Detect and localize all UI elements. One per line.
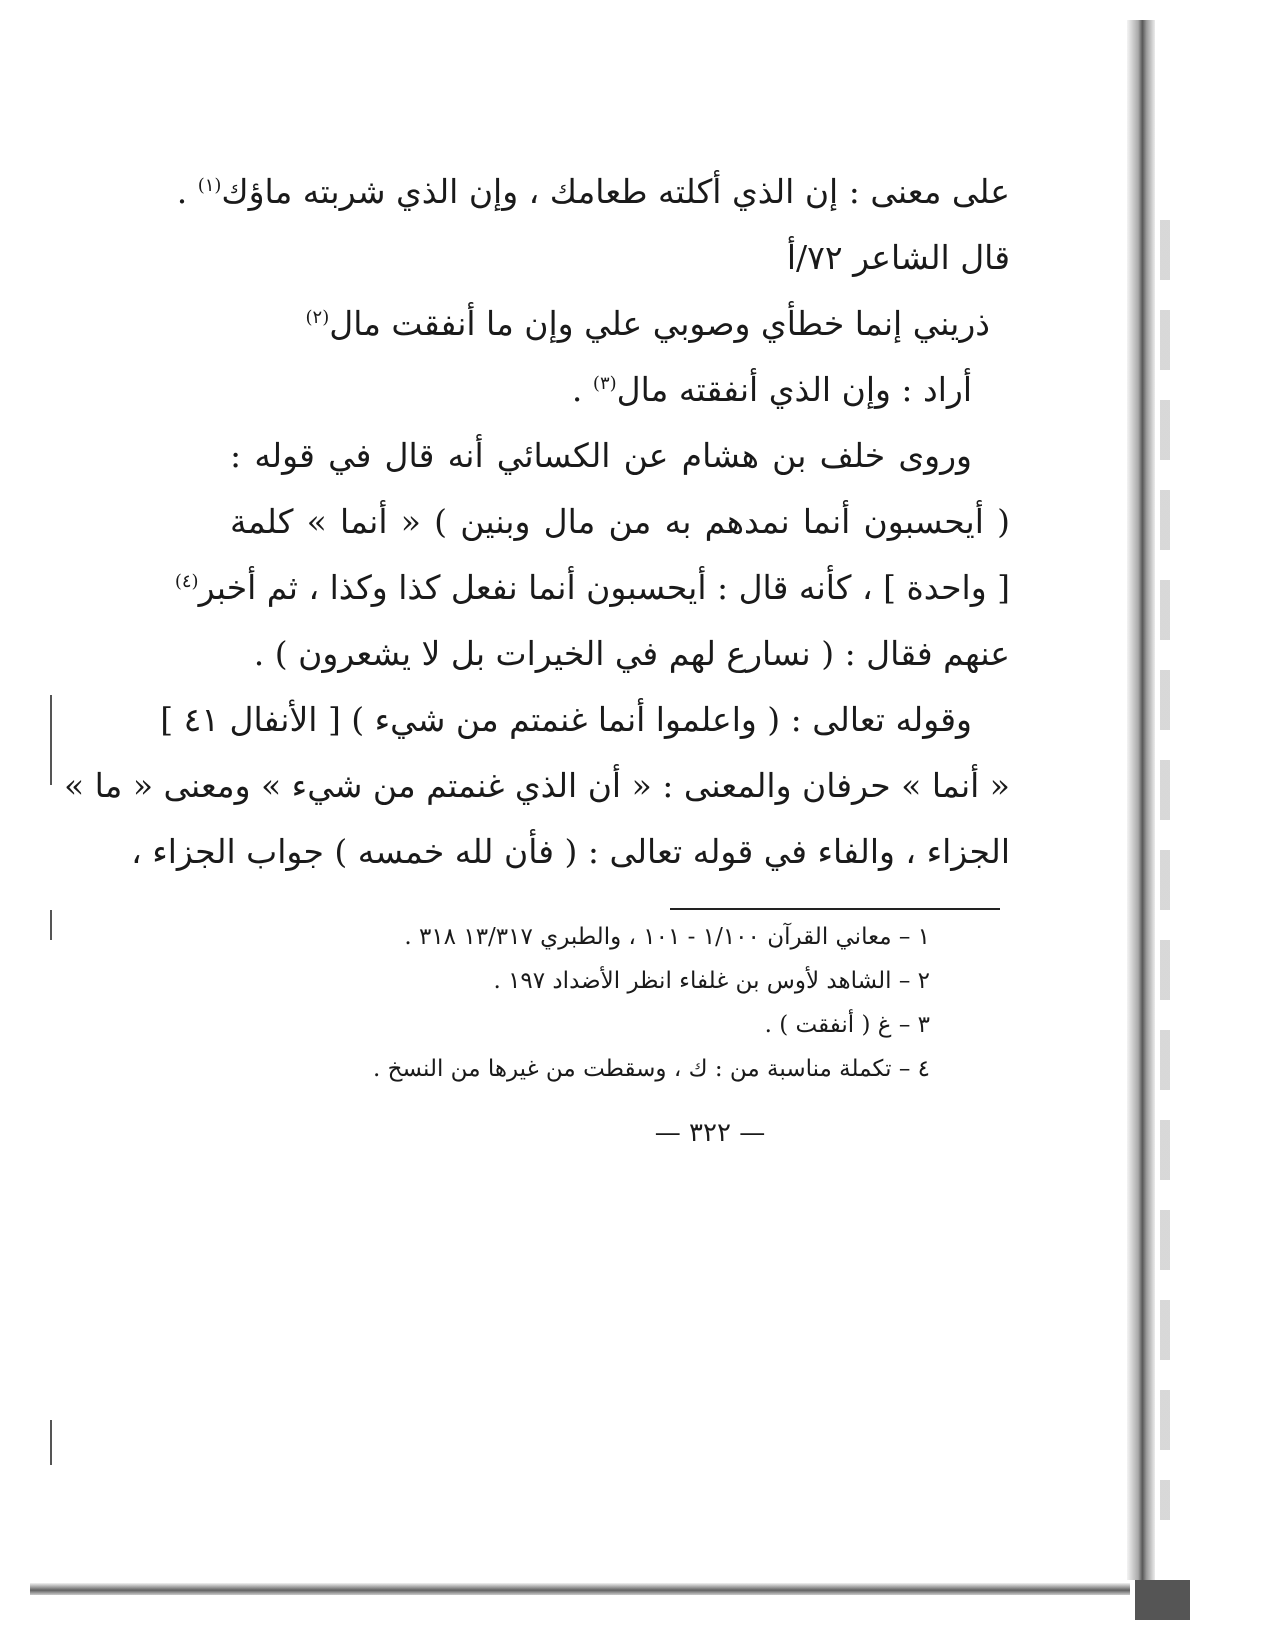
scan-corner-mark xyxy=(1135,1580,1190,1620)
text-line-11: الجزاء ، والفاء في قوله تعالى : ( فأن لله خمسه ) جواب الجزاء ، xyxy=(131,832,1010,871)
footnote-2: ٢ – الشاهد لأوس بن غلفاء انظر الأضداد ١٩٧ . xyxy=(493,968,930,994)
scan-left-mark xyxy=(50,695,52,785)
scan-left-mark xyxy=(50,910,52,940)
footnote-4: ٤ – تكملة مناسبة من : ك ، وسقطت من غيرها من النسخ . xyxy=(373,1056,930,1082)
text-line-10: « أنما » حرفان والمعنى : « أن الذي غنمتم من شيء » ومعنى « ما » xyxy=(63,766,1010,805)
footnote-divider-wrap xyxy=(230,896,1010,922)
text-line-8: عنهم فقال : ( نسارع لهم في الخيرات بل لا يشعرون ) . xyxy=(253,634,1010,673)
footnote-3: ٣ – غ ( أنفقت ) . xyxy=(764,1012,930,1038)
scan-edge-bottom xyxy=(30,1583,1130,1595)
footnotes xyxy=(230,922,1010,1098)
scan-edge-right-thin xyxy=(1160,220,1170,1520)
footnote-marker-2: (٢) xyxy=(305,307,330,328)
poem-verse: ذريني إنما خطأي وصوبي علي وإن ما أنفقت مال$^{(٢)}$ xyxy=(305,304,990,343)
text-line-5: وروى خلف بن هشام عن الكسائي أنه قال في قوله : xyxy=(230,436,972,475)
footnote-marker-3: (٣) xyxy=(592,373,617,394)
text-line-4: أراد : وإن الذي أنفقته مال$^{(٣)}$ . xyxy=(571,370,972,409)
text-line-7: [ واحدة ] ، كأنه قال : أيحسبون أنما نفعل كذا وكذا ، ثم أخبر$^{(٤)}$ xyxy=(174,568,1010,607)
text-line-1: على معنى : إن الذي أكلته طعامك ، وإن الذي شربته ماؤك$^{(١)}$ . xyxy=(176,172,1010,211)
text-line-2: قال الشاعر ٧٢/أ xyxy=(786,238,1010,277)
page-body xyxy=(63,170,1010,1148)
footnote-divider xyxy=(670,908,1000,910)
text-line-6: ( أيحسبون أنما نمدهم به من مال وبنين ) « أنما » كلمة xyxy=(230,502,1010,541)
scan-edge-right xyxy=(1127,20,1155,1580)
text-line-9: وقوله تعالى : ( واعلموا أنما غنمتم من شيء ) [ الأنفال ٤١ ] xyxy=(160,700,972,739)
footnote-marker-1: (١) xyxy=(197,175,222,196)
footnote-1: ١ – معاني القرآن ١/١٠٠ - ١٠١ ، والطبري ١٣/٣١٧ ٣١٨ . xyxy=(404,924,930,950)
page-number: — ٣٢٢ — xyxy=(654,1118,766,1148)
footnote-marker-4: (٤) xyxy=(174,571,199,592)
scan-left-mark xyxy=(50,1420,52,1465)
